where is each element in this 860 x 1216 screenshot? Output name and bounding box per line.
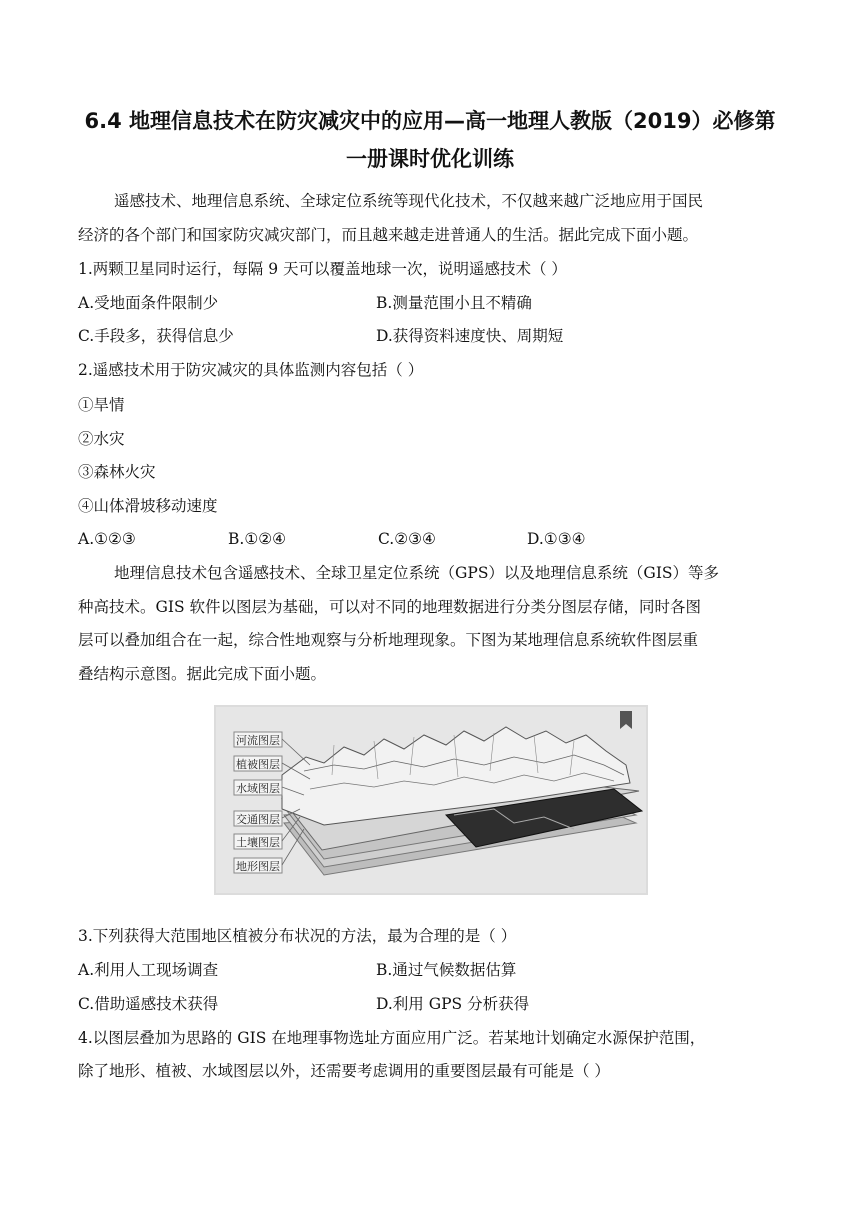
gis-layer-diagram [214,705,648,895]
question-1-option-c: C.手段多，获得信息少 [78,327,234,345]
layer-label-soil: 土壤图层 [236,836,280,849]
intro-paragraph-1-line-2: 经济的各个部门和国家防灾减灾部门，而且越来越走进普通人的生活。据此完成下面小题。 [78,226,699,244]
question-2-item-4: ④山体滑坡移动速度 [78,497,218,515]
question-2-option-a: A.①②③ [78,530,136,548]
question-3-option-b: B.通过气候数据估算 [376,961,517,979]
question-2-item-3: ③森林火灾 [78,463,156,481]
intro-paragraph-2-line-1: 地理信息技术包含遥感技术、全球卫星定位系统（GPS）以及地理信息系统（GIS）等多 [114,564,720,582]
question-1-stem: 1.两颗卫星同时运行，每隔 9 天可以覆盖地球一次，说明遥感技术（ ） [78,260,567,278]
question-2-item-2: ②水灾 [78,430,125,448]
question-2-item-1: ①旱情 [78,396,125,414]
question-3-option-d: D.利用 GPS 分析获得 [376,995,530,1013]
question-1-option-b: B.测量范围小且不精确 [376,294,532,312]
question-1-option-a: A.受地面条件限制少 [78,294,219,312]
intro-paragraph-2-line-3: 层可以叠加组合在一起，综合性地观察与分析地理现象。下图为某地理信息系统软件图层重 [78,631,699,649]
layer-label-vegetation: 植被图层 [236,758,280,771]
question-2-stem: 2.遥感技术用于防灾减灾的具体监测内容包括（ ） [78,361,424,379]
intro-paragraph-2-line-4: 叠结构示意图。据此完成下面小题。 [78,665,327,683]
layer-label-water: 水域图层 [236,782,280,795]
question-2-option-b: B.①②④ [228,530,287,548]
layer-label-river: 河流图层 [236,734,280,747]
question-3-stem: 3.下列获得大范围地区植被分布状况的方法，最为合理的是（ ） [78,927,517,945]
intro-paragraph-1-line-1: 遥感技术、地理信息系统、全球定位系统等现代化技术，不仅越来越广泛地应用于国民 [114,192,704,210]
document-title-line-1: 6.4 地理信息技术在防灾减灾中的应用—高一地理人教版（2019）必修第 [84,109,776,133]
question-3-option-a: A.利用人工现场调查 [78,961,219,979]
question-3-option-c: C.借助遥感技术获得 [78,995,219,1013]
intro-paragraph-2-line-2: 种高技术。GIS 软件以图层为基础，可以对不同的地理数据进行分类分图层存储，同时各图 [78,598,702,616]
question-2-option-d: D.①③④ [527,530,586,548]
question-4-stem-line-1: 4.以图层叠加为思路的 GIS 在地理事物选址方面应用广泛。若某地计划确定水源保护范围， [78,1029,706,1047]
layer-label-terrain: 地形图层 [236,860,280,873]
layer-label-transport: 交通图层 [236,813,280,826]
question-2-option-c: C.②③④ [378,530,436,548]
question-1-option-d: D.获得资料速度快、周期短 [376,327,564,345]
document-title-line-2: 一册课时优化训练 [346,147,514,171]
question-4-stem-line-2: 除了地形、植被、水域图层以外，还需要考虑调用的重要图层最有可能是（ ） [78,1062,610,1080]
